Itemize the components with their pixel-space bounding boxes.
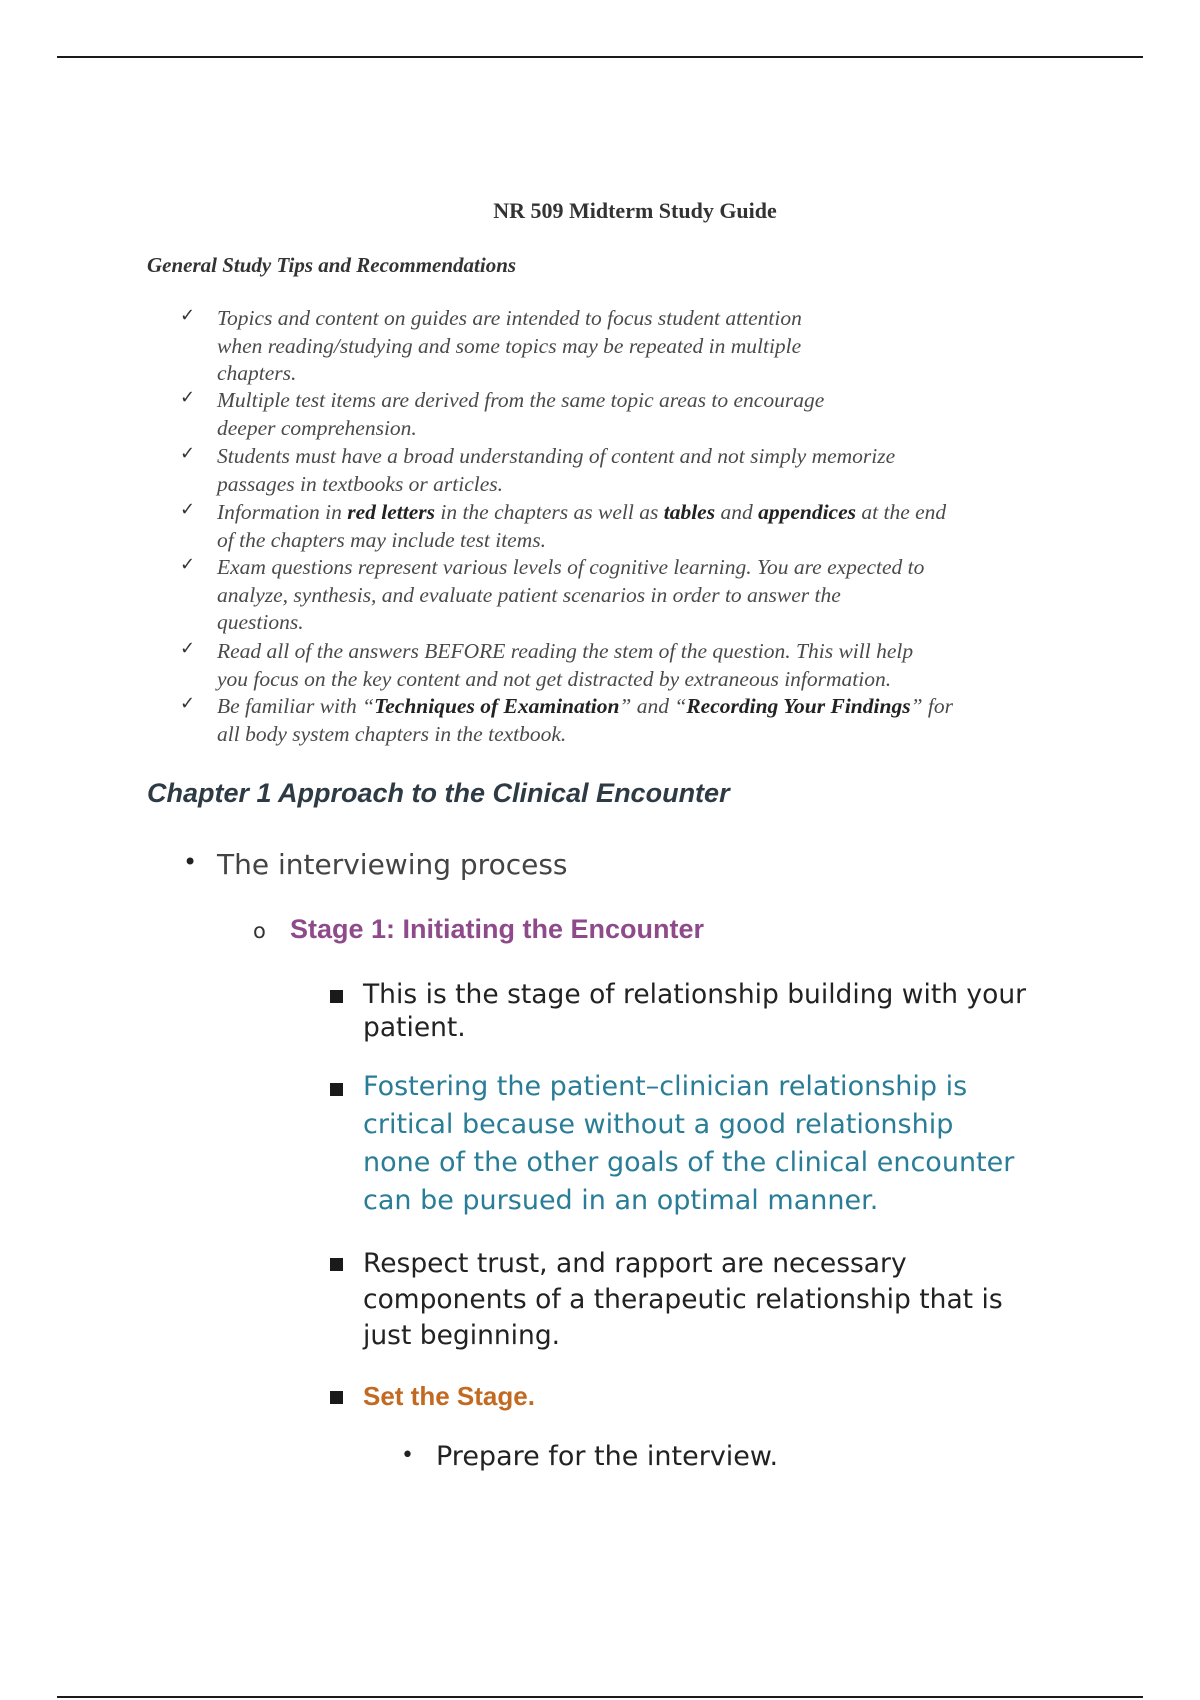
tip-text: Exam questions represent various levels of cognitive learning. You are expected to analyze, synthesis, and evaluate patient scenarios in order to answer the questions.	[217, 555, 925, 634]
hollow-circle-bullet-icon: o	[253, 919, 266, 943]
square-bullet-icon	[330, 1258, 343, 1271]
top-rule	[57, 56, 1143, 58]
square-bullet-icon	[330, 1083, 343, 1096]
tip-text: Information in red letters in the chapters as well as tables and appendices at the end of the chapters may include test items.	[217, 500, 947, 552]
outline-level3-text: This is the stage of relationship building with your patient.	[363, 979, 1027, 1043]
tip-text: Read all of the answers BEFORE reading the stem of the question. This will help you focus on the key content and not get distracted by extraneous information.	[217, 639, 914, 691]
page-title: NR 509 Midterm Study Guide	[493, 198, 777, 223]
square-bullet-icon	[330, 1391, 343, 1404]
tip-text: Topics and content on guides are intended to focus student attention when reading/studying and some topics may be repeated in multiple chapters.	[217, 306, 802, 385]
checkmark-icon: ✓	[180, 638, 196, 659]
bullet-icon: •	[401, 1443, 414, 1468]
outline-level3-text: Fostering the patient–clinician relationship is critical because without a good relationship none of the other goals of the clinical encounter can be pursued in an optimal manner.	[363, 1071, 1015, 1216]
checkmark-icon: ✓	[180, 499, 196, 520]
bottom-rule	[57, 1696, 1143, 1698]
square-bullet-icon	[330, 990, 343, 1003]
checkmark-icon: ✓	[180, 693, 196, 714]
checkmark-icon: ✓	[180, 305, 196, 326]
checkmark-icon: ✓	[180, 554, 196, 575]
outline-level1-text: The interviewing process	[217, 848, 568, 881]
tip-text: Students must have a broad understanding of content and not simply memorize passages in textbooks or articles.	[217, 444, 896, 496]
set-the-stage-heading: Set the Stage.	[363, 1381, 535, 1411]
outline-level4-text: Prepare for the interview.	[436, 1441, 779, 1472]
tip-text: Multiple test items are derived from the same topic areas to encourage deeper comprehension.	[217, 388, 825, 440]
outline-level3-text: Respect trust, and rapport are necessary components of a therapeutic relationship that is just beginning.	[363, 1248, 1003, 1351]
stage-heading: Stage 1: Initiating the Encounter	[290, 914, 705, 944]
bullet-icon: •	[183, 848, 198, 876]
chapter-heading: Chapter 1 Approach to the Clinical Encounter	[147, 778, 730, 808]
checkmark-icon: ✓	[180, 443, 196, 464]
tip-text: Be familiar with “Techniques of Examination” and “Recording Your Findings” for all body system chapters in the textbook.	[217, 694, 953, 746]
checkmark-icon: ✓	[180, 387, 196, 408]
tips-heading: General Study Tips and Recommendations	[147, 253, 517, 277]
